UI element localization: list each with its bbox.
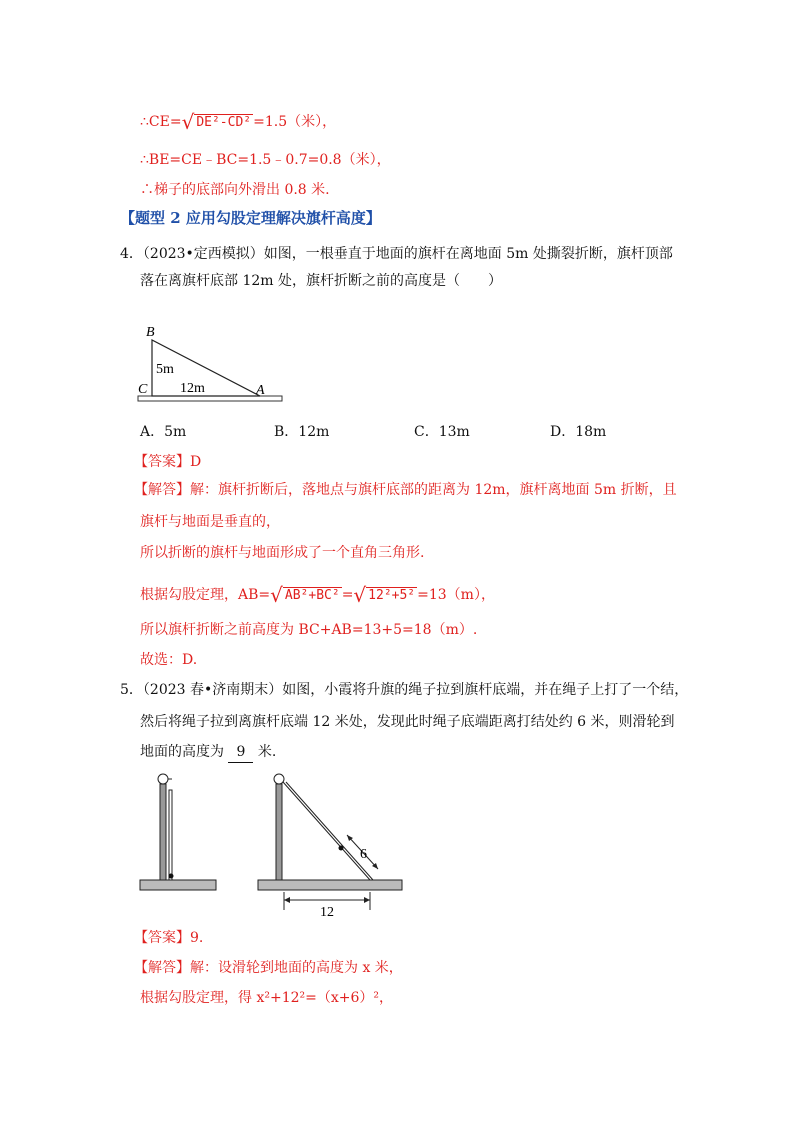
q4-sol2: 旗杆与地面是垂直的， xyxy=(140,514,280,530)
q4-sol3: 所以折断的旗杆与地面形成了一个直角三角形. xyxy=(140,545,425,561)
option-c: C．13m xyxy=(414,424,470,440)
q4-sol5: 所以旗杆折断之前高度为 BC+AB=13+5=18（m）. xyxy=(140,622,478,638)
option-b: B．12m xyxy=(274,424,330,440)
option-d: D．18m xyxy=(550,424,607,440)
sqrt-ab: √ AB²+BC² xyxy=(270,583,340,607)
q5-figure-left xyxy=(138,770,220,892)
answer-blank: 9 xyxy=(228,742,253,763)
q4-sol1: 【解答】解：旗杆折断后，落地点与旗杆底部的距离为 12m，旗杆离地面 5m 折断，且 xyxy=(134,482,677,498)
label-12: 12 xyxy=(320,905,334,920)
q5-answer: 【答案】9. xyxy=(134,930,204,946)
q4-triangle-figure xyxy=(130,318,290,408)
be-equation: ∴BE=CE﹣BC=1.5﹣0.7=0.8（米）， xyxy=(140,152,391,168)
section-title: 【题型 2 应用勾股定理解决旗杆高度】 xyxy=(120,209,381,227)
q5-sol2: 根据勾股定理，得 x²+12²=（x+6）²， xyxy=(140,990,393,1006)
label-12m: 12m xyxy=(180,381,205,396)
label-5m: 5m xyxy=(156,362,174,377)
q5-figure-right xyxy=(256,770,404,920)
ce-equation: ∴CE=√ DE²-CD² =1.5（米）， xyxy=(140,110,337,134)
q4-line2: 落在离旗杆底部 12m 处，旗杆折断之前的高度是（ ） xyxy=(140,273,502,289)
label-a: A xyxy=(256,383,265,398)
q5-sol1: 【解答】解：设滑轮到地面的高度为 x 米， xyxy=(134,960,403,976)
ladder-conclusion: ∴梯子的底部向外滑出 0.8 米. xyxy=(140,182,330,198)
sqrt-ce: √ DE²-CD² xyxy=(181,110,252,134)
q4-line1: 4．（2023•定西模拟）如图，一根垂直于地面的旗杆在离地面 5m 处撕裂折断，旗杆顶部 xyxy=(120,246,673,262)
q4-answer: 【答案】D xyxy=(134,454,202,470)
q4-sol4: 根据勾股定理，AB=√ AB²+BC² =√ 12²+5² =13（m）， xyxy=(140,583,495,607)
q5-line2: 然后将绳子拉到离旗杆底端 12 米处，发现此时绳子底端距离打结处约 6 米，则滑轮到 xyxy=(140,714,675,730)
option-a: A．5m xyxy=(140,424,187,440)
sqrt-numbers: √ 12²+5² xyxy=(353,583,416,607)
q4-sol6: 故选：D. xyxy=(140,652,198,668)
label-c: C xyxy=(138,382,148,397)
label-6: 6 xyxy=(360,847,367,862)
label-b: B xyxy=(146,325,155,340)
q5-line1: 5．（2023 春•济南期末）如图，小霞将升旗的绳子拉到旗杆底端，并在绳子上打了一个结， xyxy=(120,682,689,698)
q5-line3: 地面的高度为 9 米. xyxy=(140,742,276,763)
